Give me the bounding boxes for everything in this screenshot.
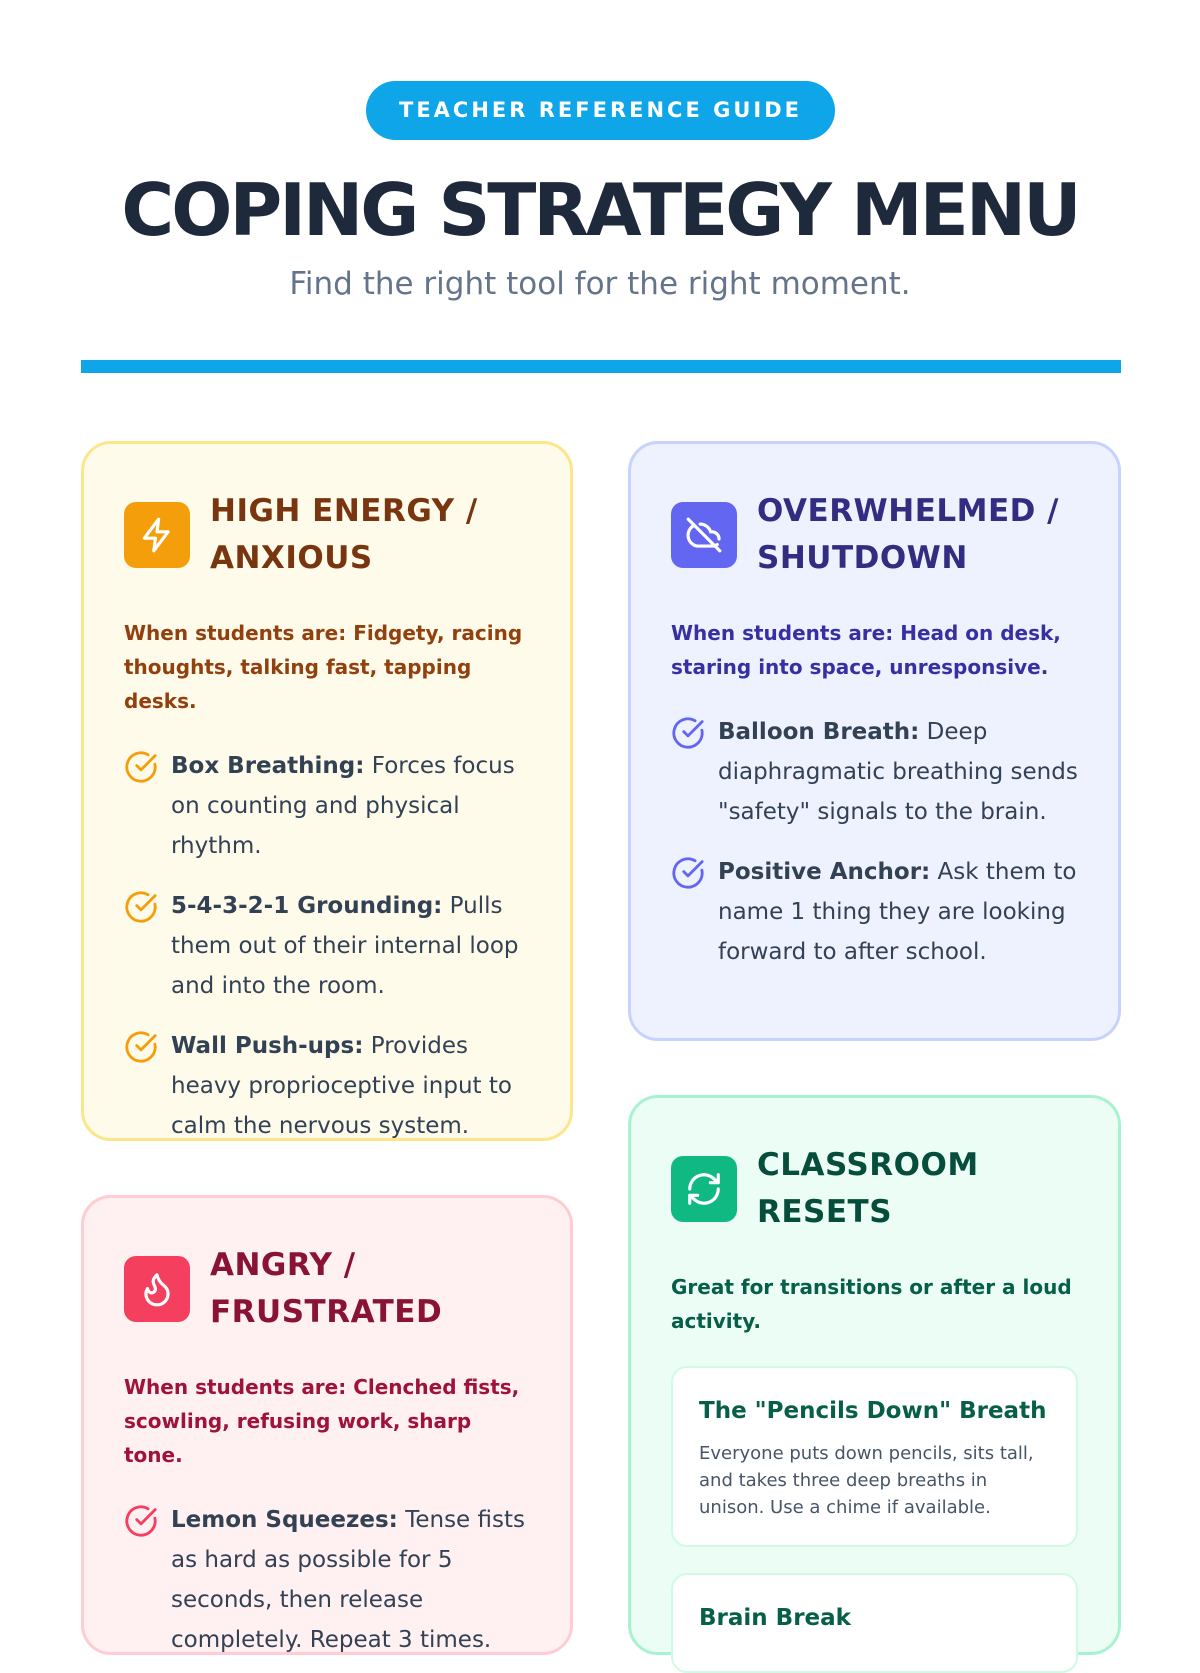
strategy-list [671, 712, 1078, 972]
header-divider [81, 360, 1121, 373]
check-circle-icon [124, 890, 158, 924]
strategy-text: Provides heavy proprioceptive input to calm the nervous system. [171, 1033, 512, 1139]
card-title [757, 1142, 979, 1236]
reset-activity-title: Brain Break [699, 1605, 851, 1631]
card-when: When students are: Fidgety, racing thoughts, talking fast, tapping desks. [124, 621, 523, 713]
page-subtitle: Find the right tool for the right moment. [289, 266, 911, 302]
card-title [210, 1242, 442, 1336]
card-title [757, 488, 1059, 582]
reset-activity [671, 1573, 1078, 1673]
reset-activity-text: Everyone puts down pencils, sits tall, and takes three deep breaths in unison. Use a chime if available. [699, 1443, 1034, 1518]
strategy-item [124, 1500, 530, 1660]
card-title-line: CLASSROOM [757, 1147, 979, 1183]
card-header [671, 488, 1078, 582]
card-angry [81, 1195, 573, 1655]
card-when: When students are: Clenched fists, scowling, refusing work, sharp tone. [124, 1375, 520, 1467]
reset-activity-title: The "Pencils Down" Breath [699, 1398, 1047, 1424]
strategy-label: Balloon Breath: [718, 719, 920, 745]
card-title-line: ANGRY / [210, 1247, 356, 1283]
card-title-line: ANXIOUS [210, 540, 373, 576]
card-overwhelmed [628, 441, 1121, 1041]
refresh-icon [671, 1156, 737, 1222]
strategy-text: Forces focus on counting and physical rhythm. [171, 753, 515, 859]
strategy-label: Wall Push-ups: [171, 1033, 364, 1059]
flame-icon [124, 1256, 190, 1322]
strategy-label: 5-4-3-2-1 Grounding: [171, 893, 443, 919]
strategy-item [671, 712, 1078, 832]
card-title-line: HIGH ENERGY / [210, 493, 478, 529]
card-header [124, 1242, 530, 1336]
card-title [210, 488, 478, 582]
check-circle-icon [124, 1504, 158, 1538]
strategy-item [671, 852, 1078, 972]
card-title-line: RESETS [757, 1194, 893, 1230]
strategy-list [124, 1500, 530, 1660]
strategy-text: Ask them to name 1 thing they are looking forward to after school. [718, 859, 1077, 965]
card-header [124, 488, 530, 582]
strategy-label: Box Breathing: [171, 753, 365, 779]
check-circle-icon [124, 750, 158, 784]
card-classroom-resets [628, 1095, 1121, 1655]
card-when: Great for transitions or after a loud activity. [671, 1275, 1072, 1333]
strategy-text: Deep diaphragmatic breathing sends "safety" signals to the brain. [718, 719, 1078, 825]
lightning-icon [124, 502, 190, 568]
check-circle-icon [124, 1030, 158, 1064]
card-title-line: SHUTDOWN [757, 540, 968, 576]
check-circle-icon [671, 856, 705, 890]
card-title-line: OVERWHELMED / [757, 493, 1059, 529]
check-circle-icon [671, 716, 705, 750]
strategy-item [124, 1026, 530, 1146]
guide-badge: TEACHER REFERENCE GUIDE [366, 81, 835, 140]
strategy-item [124, 746, 530, 866]
reset-activity [671, 1366, 1078, 1547]
page-title: COPING STRATEGY MENU [121, 168, 1079, 252]
cloud-off-icon [671, 502, 737, 568]
strategy-list [124, 746, 530, 1146]
strategy-text: Pulls them out of their internal loop and into the room. [171, 893, 519, 999]
strategy-item [124, 886, 530, 1006]
strategy-label: Lemon Squeezes: [171, 1507, 398, 1533]
card-header [671, 1142, 1078, 1236]
card-when: When students are: Head on desk, staring into space, unresponsive. [671, 621, 1061, 679]
strategy-label: Positive Anchor: [718, 859, 931, 885]
card-title-line: FRUSTRATED [210, 1294, 443, 1330]
card-high-energy [81, 441, 573, 1141]
strategy-text: Tense fists as hard as possible for 5 seconds, then release completely. Repeat 3 times. [171, 1507, 525, 1653]
